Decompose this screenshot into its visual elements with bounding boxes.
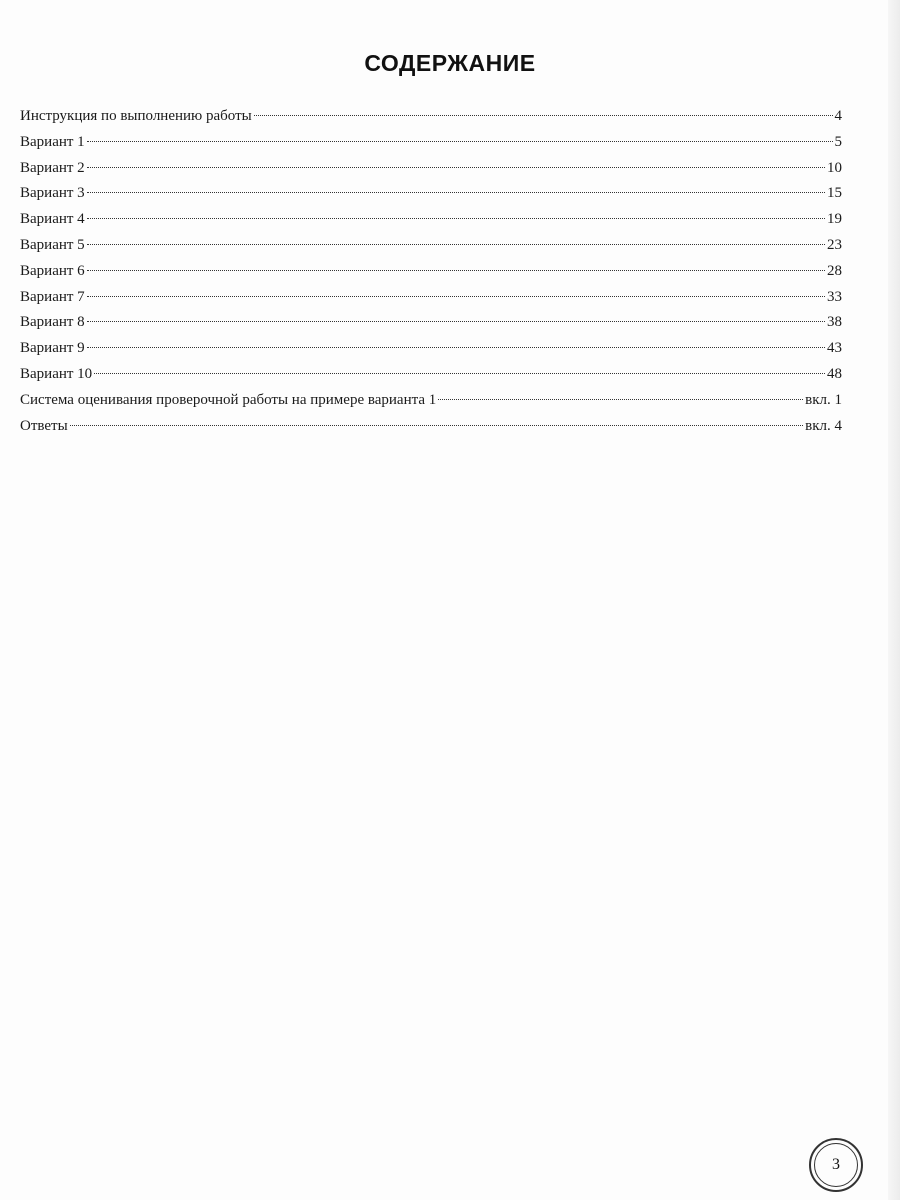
toc-item-page: вкл. 1 (805, 391, 842, 408)
toc-leader-dots (87, 244, 825, 245)
page-edge-shadow (888, 0, 900, 1200)
toc-leader-dots (94, 373, 825, 374)
toc-leader-dots (87, 141, 833, 142)
toc-leader-dots (87, 321, 825, 322)
toc-item-page: 19 (827, 211, 842, 228)
toc-item-variant-2[interactable] (20, 160, 842, 186)
toc-item-label: Вариант 8 (20, 314, 85, 331)
toc-item-answers[interactable] (20, 418, 842, 444)
toc-item-page: 38 (827, 314, 842, 331)
toc-item-grading-system[interactable] (20, 392, 842, 418)
toc-leader-dots (87, 270, 825, 271)
toc-item-variant-7[interactable] (20, 289, 842, 315)
toc-leader-dots (87, 296, 825, 297)
toc-item-label: Ответы (20, 417, 68, 434)
toc-leader-dots (254, 115, 833, 116)
toc-item-variant-9[interactable] (20, 340, 842, 366)
toc-leader-dots (87, 218, 825, 219)
toc-leader-dots (87, 347, 825, 348)
page-number-badge (809, 1138, 863, 1192)
toc-item-page: 33 (827, 288, 842, 305)
toc-item-label: Вариант 9 (20, 340, 85, 357)
toc-item-label: Вариант 3 (20, 185, 85, 202)
toc-item-page: 10 (827, 159, 842, 176)
toc-item-variant-5[interactable] (20, 237, 842, 263)
toc-item-variant-3[interactable] (20, 185, 842, 211)
toc-item-page: 4 (834, 108, 842, 124)
toc-item-label: Вариант 1 (20, 133, 85, 150)
toc-leader-dots (70, 425, 803, 426)
toc-item-label: Вариант 5 (20, 236, 85, 253)
toc-item-label: Система оценивания проверочной работы на примере варианта 1 (20, 391, 437, 408)
page-title: СОДЕРЖАНИЕ (364, 50, 536, 76)
toc-item-page: 23 (827, 236, 842, 253)
toc-item-label: Вариант 7 (20, 288, 85, 305)
toc-item-label: Вариант 4 (20, 211, 85, 228)
toc-item-label: Вариант 6 (20, 262, 85, 279)
toc-item-page: вкл. 4 (805, 417, 842, 434)
toc-item-variant-10[interactable] (20, 366, 842, 392)
toc-item-page: 43 (827, 340, 842, 357)
toc-leader-dots (87, 192, 825, 193)
toc-item-label: Вариант 10 (20, 365, 93, 382)
toc-item-variant-6[interactable] (20, 263, 842, 289)
toc-leader-dots (438, 399, 803, 400)
toc-item-label: Инструкция по выполнению работы (20, 108, 252, 124)
toc-item-variant-4[interactable] (20, 211, 842, 237)
page-number: 3 (814, 1143, 858, 1187)
toc-item-page: 15 (827, 185, 842, 202)
toc-item-page: 5 (834, 133, 842, 150)
toc-item-page: 48 (827, 365, 842, 382)
toc-item-page: 28 (827, 262, 842, 279)
toc-leader-dots (87, 167, 825, 168)
table-of-contents (20, 108, 842, 443)
toc-item-label: Вариант 2 (20, 159, 85, 176)
toc-item-instructions[interactable] (20, 108, 842, 134)
toc-item-variant-1[interactable] (20, 134, 842, 160)
toc-item-variant-8[interactable] (20, 314, 842, 340)
